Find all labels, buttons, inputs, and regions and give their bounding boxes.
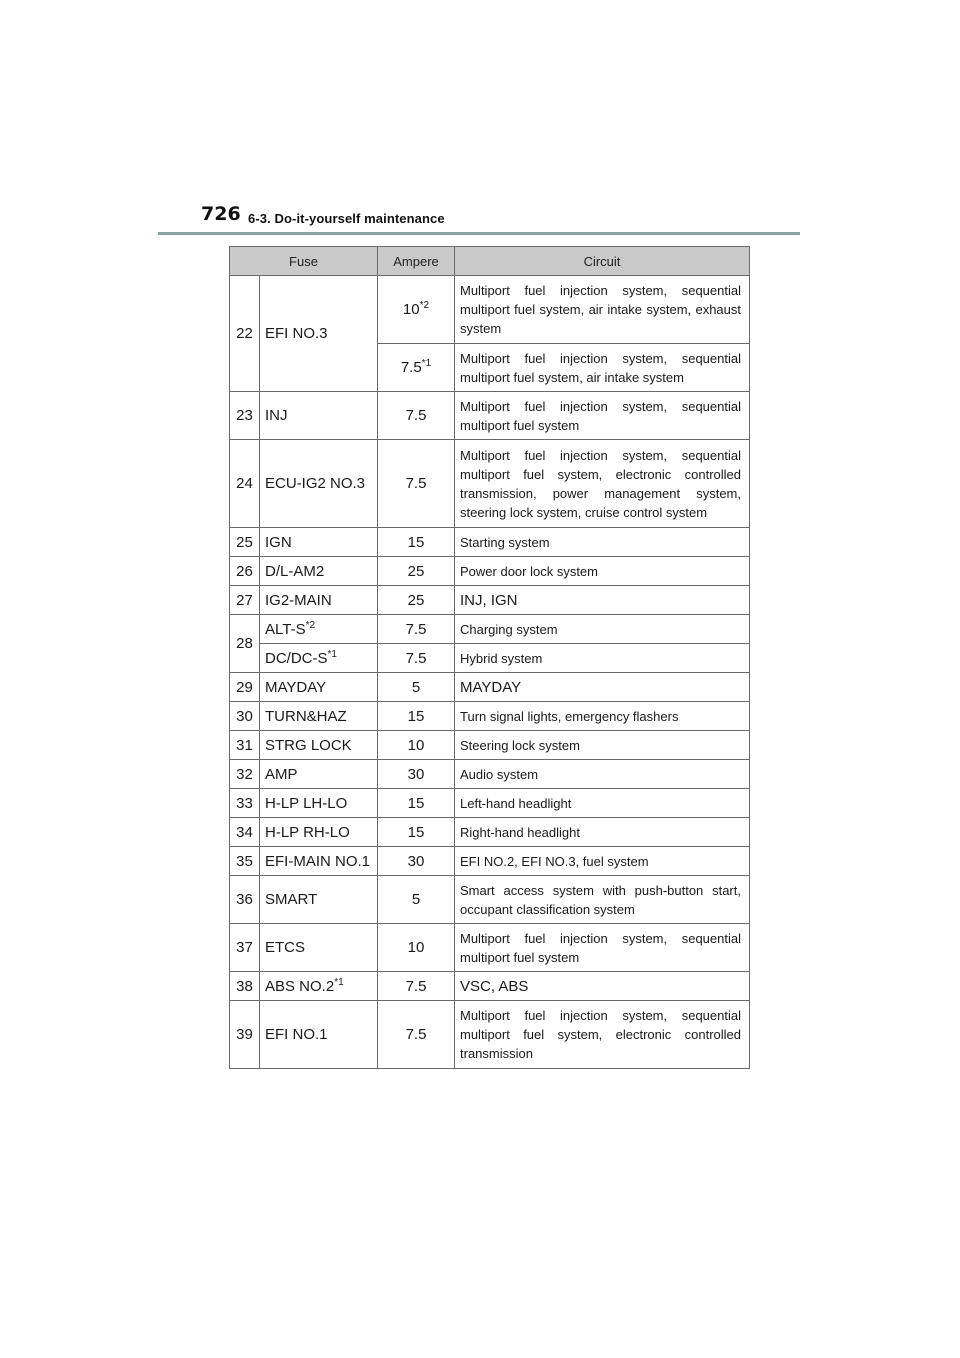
fuse-ampere: 7.5 [378, 1001, 455, 1069]
fuse-ampere: 7.5 [378, 392, 455, 440]
table-row [230, 557, 750, 586]
fuse-circuit: INJ, IGN [455, 586, 750, 615]
fuse-circuit: Multiport fuel injection system, sequential multiport fuel system, electronic controlled transmission [455, 1001, 750, 1069]
fuse-circuit: MAYDAY [455, 673, 750, 702]
fuse-ampere: 15 [378, 818, 455, 847]
fuse-name: AMP [260, 760, 378, 789]
fuse-name: TURN&HAZ [260, 702, 378, 731]
fuse-circuit: Left-hand headlight [455, 789, 750, 818]
fuse-ampere: 10 [378, 731, 455, 760]
fuse-name: MAYDAY [260, 673, 378, 702]
fuse-name: H-LP RH-LO [260, 818, 378, 847]
fuse-name: ALT-$S^{*2}$ [260, 615, 378, 644]
fuse-name: H-LP LH-LO [260, 789, 378, 818]
header-rule [158, 232, 800, 235]
table-row [230, 972, 750, 1001]
fuse-number: 24 [230, 440, 260, 528]
fuse-name: ABS NO.2$^{*1}$ [260, 972, 378, 1001]
fuse-circuit: Charging system [455, 615, 750, 644]
section-title: 6-3. Do-it-yourself maintenance [248, 211, 445, 226]
fuse-number: 35 [230, 847, 260, 876]
table-row [230, 702, 750, 731]
table-header-row [230, 247, 750, 276]
footnote-marker: *2 [305, 619, 316, 631]
footnote-marker: *1 [327, 648, 337, 660]
table-row [230, 818, 750, 847]
column-header-circuit: Circuit [455, 247, 750, 276]
fuse-ampere: 30 [378, 760, 455, 789]
fuse-number: 23 [230, 392, 260, 440]
fuse-ampere: 10 [378, 924, 455, 972]
fuse-ampere: 25 [378, 586, 455, 615]
table-row [230, 731, 750, 760]
table-row [230, 440, 750, 528]
fuse-name: D/L-AM2 [260, 557, 378, 586]
fuse-ampere: 7.5 [378, 440, 455, 528]
fuse-name: EFI NO.3 [260, 276, 378, 392]
table-row [230, 615, 750, 644]
fuse-ampere: 30 [378, 847, 455, 876]
fuse-number: 27 [230, 586, 260, 615]
table-row [230, 789, 750, 818]
fuse-number: 37 [230, 924, 260, 972]
footnote-marker: *1 [334, 976, 344, 988]
fuse-name: IG2-MAIN [260, 586, 378, 615]
fuse-ampere: 10$^{*2}$ [378, 276, 455, 344]
fuse-circuit: Multiport fuel injection system, sequential multiport fuel system [455, 392, 750, 440]
fuse-name: ETCS [260, 924, 378, 972]
fuse-circuit: Turn signal lights, emergency flashers [455, 702, 750, 731]
table-row [230, 392, 750, 440]
fuse-number: 38 [230, 972, 260, 1001]
fuse-circuit: Hybrid system [455, 644, 750, 673]
fuse-name: STRG LOCK [260, 731, 378, 760]
fuse-circuit: Multiport fuel injection system, sequential multiport fuel system [455, 924, 750, 972]
fuse-number: 30 [230, 702, 260, 731]
fuse-ampere: 7.5$^{*1}$ [378, 344, 455, 392]
fuse-name: ECU-IG2 NO.3 [260, 440, 378, 528]
fuse-number: 28 [230, 615, 260, 673]
fuse-ampere: 7.5 [378, 644, 455, 673]
table-row [230, 924, 750, 972]
fuse-ampere: 5 [378, 876, 455, 924]
fuse-name: IGN [260, 528, 378, 557]
fuse-number: 32 [230, 760, 260, 789]
fuse-number: 34 [230, 818, 260, 847]
footnote-marker: *1 [421, 358, 432, 369]
table-row [230, 760, 750, 789]
fuse-table [229, 246, 750, 1069]
fuse-name: INJ [260, 392, 378, 440]
table-row [230, 586, 750, 615]
fuse-circuit: Multiport fuel injection system, sequential multiport fuel system, electronic controlled transmission, power management system, steering lock system, cruise control system [455, 440, 750, 528]
fuse-circuit: Smart access system with push-button start, occupant classification system [455, 876, 750, 924]
table-row [230, 644, 750, 673]
fuse-ampere: 15 [378, 702, 455, 731]
fuse-ampere: 15 [378, 528, 455, 557]
fuse-circuit: VSC, ABS [455, 972, 750, 1001]
table-row [230, 1001, 750, 1069]
footnote-marker: *2 [419, 300, 430, 311]
table-row [230, 673, 750, 702]
fuse-ampere: 5 [378, 673, 455, 702]
fuse-circuit: Right-hand headlight [455, 818, 750, 847]
fuse-number: 39 [230, 1001, 260, 1069]
fuse-ampere: 25 [378, 557, 455, 586]
fuse-number: 26 [230, 557, 260, 586]
fuse-ampere: 7.5 [378, 972, 455, 1001]
fuse-number: 31 [230, 731, 260, 760]
fuse-name: EFI-MAIN NO.1 [260, 847, 378, 876]
fuse-circuit: EFI NO.2, EFI NO.3, fuel system [455, 847, 750, 876]
fuse-circuit: Multiport fuel injection system, sequential multiport fuel system, air intake system [455, 344, 750, 392]
table-row [230, 528, 750, 557]
column-header-fuse: Fuse [230, 247, 378, 276]
fuse-number: 25 [230, 528, 260, 557]
fuse-number: 29 [230, 673, 260, 702]
fuse-number: 33 [230, 789, 260, 818]
fuse-number: 22 [230, 276, 260, 392]
fuse-circuit: Steering lock system [455, 731, 750, 760]
column-header-ampere: Ampere [378, 247, 455, 276]
table-row [230, 847, 750, 876]
fuse-ampere: 15 [378, 789, 455, 818]
fuse-circuit: Starting system [455, 528, 750, 557]
fuse-name: EFI NO.1 [260, 1001, 378, 1069]
fuse-circuit: Multiport fuel injection system, sequential multiport fuel system, air intake system, exhaust system [455, 276, 750, 344]
fuse-ampere: 7.5 [378, 615, 455, 644]
fuse-name: SMART [260, 876, 378, 924]
table-row [230, 876, 750, 924]
table-row [230, 276, 750, 344]
fuse-circuit: Audio system [455, 760, 750, 789]
page-number: 726 [201, 203, 241, 225]
fuse-number: 36 [230, 876, 260, 924]
fuse-name: $DC/DC-S^{*1}$ [260, 644, 378, 673]
fuse-circuit: Power door lock system [455, 557, 750, 586]
